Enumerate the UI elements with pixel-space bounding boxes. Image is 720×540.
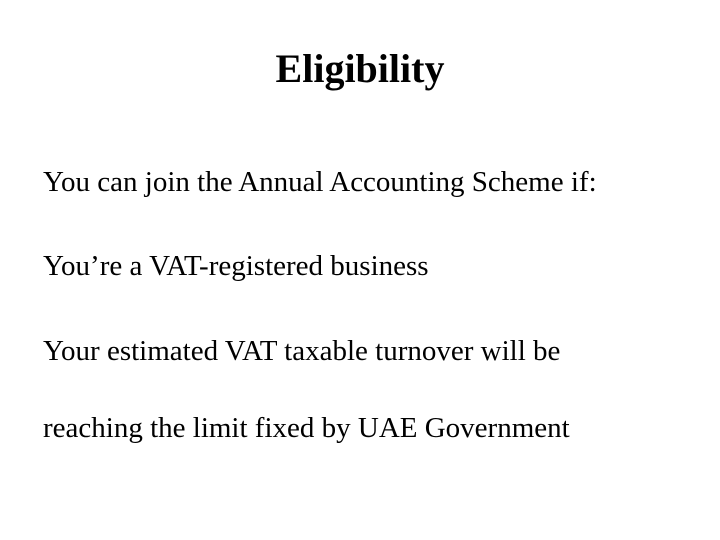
eligibility-criterion-1: You’re a VAT-registered business [43,250,429,282]
eligibility-criterion-2-line-2: reaching the limit fixed by UAE Government [43,412,570,444]
eligibility-criterion-2-line-1: Your estimated VAT taxable turnover will be [43,335,561,367]
intro-text: You can join the Annual Accounting Scheme if: [43,166,597,198]
slide-title: Eligibility [275,46,445,91]
